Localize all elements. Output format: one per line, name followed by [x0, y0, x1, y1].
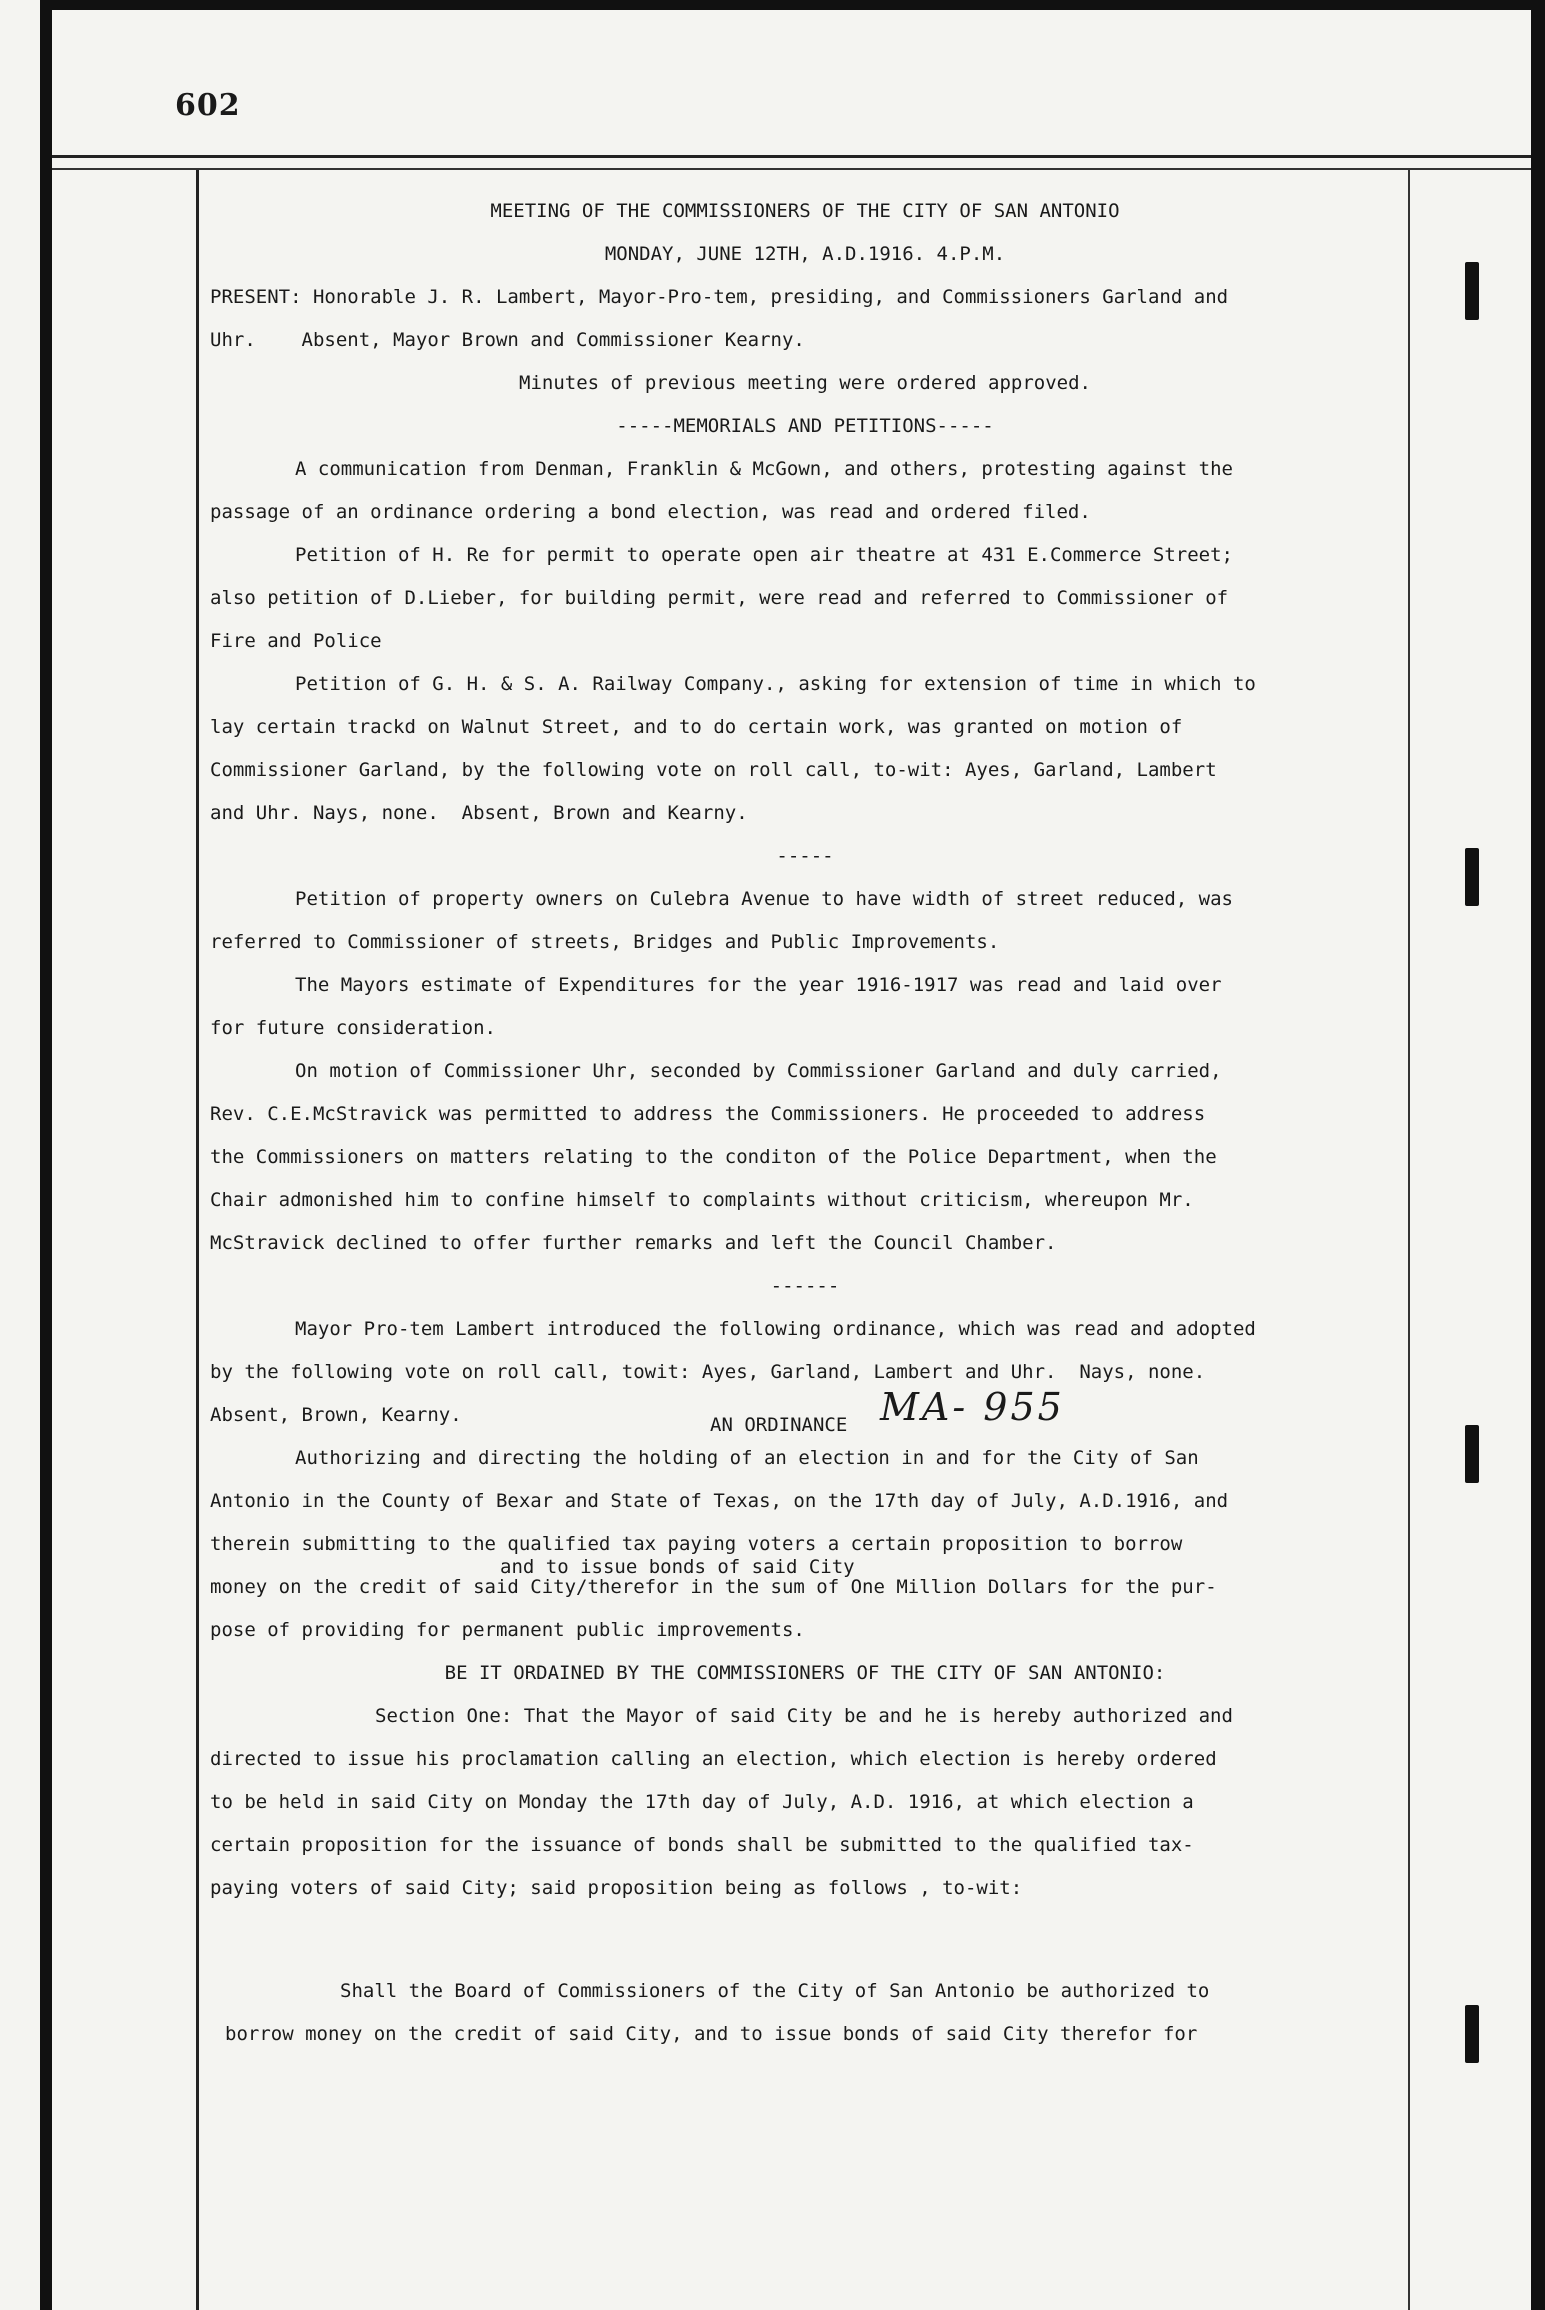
header-rule	[52, 155, 1531, 158]
text-line: pose of providing for permanent public improvements.	[210, 1619, 805, 1641]
text-line: certain proposition for the issuance of bonds shall be submitted to the qualified tax-	[210, 1834, 1194, 1856]
header-rule-secondary	[52, 168, 1531, 170]
text-line: therein submitting to the qualified tax paying voters a certain proposition to borrow	[210, 1533, 1183, 1555]
text-line: money on the credit of said City/therefor in the sum of One Million Dollars for the pur-	[210, 1576, 1217, 1598]
text-line: by the following vote on roll call, towit: Ayes, Garland, Lambert and Uhr. Nays, none.	[210, 1361, 1206, 1383]
margin-tab-mark	[1465, 1425, 1479, 1483]
text-line: also petition of D.Lieber, for building permit, were read and referred to Commissioner of	[210, 587, 1229, 609]
text-line: Absent, Brown, Kearny.	[210, 1404, 462, 1426]
interlinear-insert: and to issue bonds of said City	[500, 1556, 855, 1578]
text-line: passage of an ordinance ordering a bond election, was read and ordered filed.	[210, 501, 1091, 523]
page-number: 602	[175, 88, 241, 123]
meeting-title: MEETING OF THE COMMISSIONERS OF THE CITY OF SAN ANTONIO	[490, 200, 1120, 222]
margin-tab-mark	[1465, 2005, 1479, 2063]
separator: ------	[770, 1275, 840, 1297]
text-line: Fire and Police	[210, 630, 382, 652]
blank-space	[210, 1910, 1400, 1970]
text-line: paying voters of said City; said proposition being as follows , to-wit:	[210, 1877, 1023, 1899]
ordinance-heading-row	[210, 1385, 1400, 1437]
text-line: referred to Commissioner of streets, Bridges and Public Improvements.	[210, 931, 1000, 953]
minutes-body	[210, 190, 1400, 2056]
text-line: directed to issue his proclamation calling an election, which election is hereby ordered	[210, 1748, 1217, 1770]
text-line: Petition of H. Re for permit to operate open air theatre at 431 E.Commerce Street;	[295, 544, 1233, 566]
margin-tab-mark	[1465, 262, 1479, 320]
ordinance-heading: AN ORDINANCE	[710, 1414, 848, 1436]
text-line: Antonio in the County of Bexar and State of Texas, on the 17th day of July, A.D.1916, and	[210, 1490, 1229, 1512]
text-line: Rev. C.E.McStravick was permitted to address the Commissioners. He proceeded to address	[210, 1103, 1206, 1125]
text-line: Petition of property owners on Culebra Avenue to have width of street reduced, was	[295, 888, 1233, 910]
text-line: A communication from Denman, Franklin & McGown, and others, protesting against the	[295, 458, 1233, 480]
text-line: Uhr. Absent, Mayor Brown and Commissioner Kearny.	[210, 329, 805, 351]
text-line: Mayor Pro-tem Lambert introduced the following ordinance, which was read and adopted	[295, 1318, 1256, 1340]
page-border-top	[40, 0, 1545, 10]
text-line: and Uhr. Nays, none. Absent, Brown and Kearny.	[210, 802, 748, 824]
text-line: Minutes of previous meeting were ordered approved.	[519, 372, 1091, 394]
separator: -----	[776, 845, 834, 867]
text-line: to be held in said City on Monday the 17th day of July, A.D. 1916, at which election a	[210, 1791, 1194, 1813]
margin-tab-mark	[1465, 848, 1479, 906]
text-line: Authorizing and directing the holding of an election in and for the City of San	[295, 1447, 1199, 1469]
text-line: Commissioner Garland, by the following vote on roll call, to-wit: Ayes, Garland, Lambert	[210, 759, 1217, 781]
text-line: Chair admonished him to confine himself to complaints without criticism, whereupon Mr.	[210, 1189, 1194, 1211]
text-line: Shall the Board of Commissioners of the City of San Antonio be authorized to	[340, 1980, 1210, 2002]
right-margin-rule	[1408, 170, 1410, 2310]
text-line: borrow money on the credit of said City, and to issue bonds of said City therefor for	[225, 2023, 1198, 2045]
text-line: Section One: That the Mayor of said City be and he is hereby authorized and	[375, 1705, 1233, 1727]
text-line: McStravick declined to offer further remarks and left the Council Chamber.	[210, 1232, 1057, 1254]
text-line: The Mayors estimate of Expenditures for the year 1916-1917 was read and laid over	[295, 974, 1222, 996]
page-border-left	[40, 0, 52, 2310]
left-margin-rule	[196, 170, 199, 2310]
ordinance-number-handwritten: MA- 955	[880, 1385, 1065, 1429]
text-line: lay certain trackd on Walnut Street, and to do certain work, was granted on motion of	[210, 716, 1183, 738]
text-line: Petition of G. H. & S. A. Railway Company., asking for extension of time in which to	[295, 673, 1256, 695]
page-border-right	[1531, 0, 1545, 2310]
section-heading: -----MEMORIALS AND PETITIONS-----	[616, 415, 994, 437]
meeting-date: MONDAY, JUNE 12TH, A.D.1916. 4.P.M.	[604, 243, 1006, 265]
text-line: the Commissioners on matters relating to the conditon of the Police Department, when the	[210, 1146, 1217, 1168]
text-line: PRESENT: Honorable J. R. Lambert, Mayor-Pro-tem, presiding, and Commissioners Garland and	[210, 286, 1229, 308]
text-line: On motion of Commissioner Uhr, seconded by Commissioner Garland and duly carried,	[295, 1060, 1222, 1082]
text-line: for future consideration.	[210, 1017, 496, 1039]
ordaining-clause: BE IT ORDAINED BY THE COMMISSIONERS OF THE CITY OF SAN ANTONIO:	[444, 1662, 1166, 1684]
